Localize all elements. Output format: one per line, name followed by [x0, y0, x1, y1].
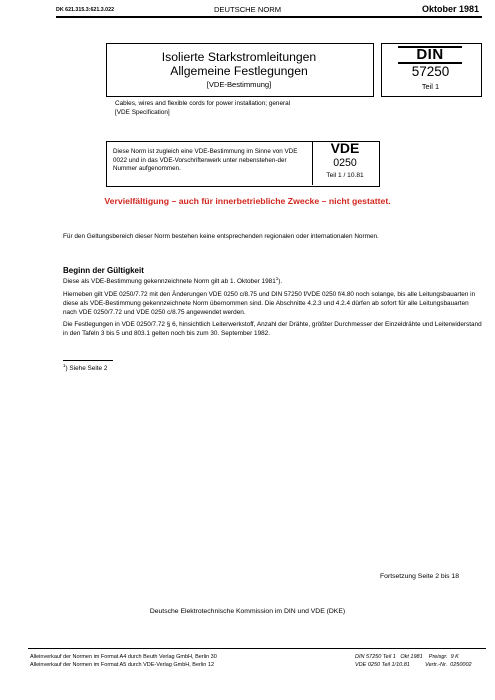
validity-paragraph-2: Hierneben gilt VDE 0250/7.72 mit den Änderungen VDE 0250 c/8.75 und DIN 57250 f/VDE 0250 f/4.80 noch solange, bis alle Leitungsbauarten in diese als VDE-Bestimmung gekennzeichnete Norm übernommen sind. Die Abschnitte 4.2.3 und 4.2.4 dürfen ab sofort für alle Leitungsbauarten nach VDE 0250/7.72 und VDE 0250 c/8.75 angewendet werden.: [63, 291, 476, 316]
issue-date: Oktober 1981: [421, 4, 479, 14]
vde-number: 0250: [333, 157, 357, 169]
dk-classification: DK 621.315.3:621.3.022: [56, 7, 115, 13]
copy-warning: Vervielfältigung – auch für innerbetriebliche Zwecke – nicht gestattet.: [104, 196, 391, 206]
commission-line: Deutsche Elektrotechnische Kommission im DIN und VDE (DKE): [149, 608, 346, 615]
validity-paragraph-3: Die Festlegungen in VDE 0250/7.72 § 6, hinsichtlich Leiterwerkstoff, Anzahl der Drähte, größter Durchmesser der Einzeldrähte und Leiterwiderstand in den Tafeln 3 bis 5 und 803.1 gelten noch bis zum 30. September 1982.: [63, 321, 482, 337]
din-part: Teil 1: [421, 82, 440, 91]
validity-text: Diese als VDE-Bestimmung gekennzeichnete Norm gilt ab 1. Oktober 1981: [63, 278, 276, 285]
document-header: [0, 0, 495, 22]
english-title: Cables, wires and flexible cords for power installation; general: [115, 100, 291, 107]
header-rule: [56, 16, 482, 18]
footnote-text: ) Siehe Seite 2: [65, 365, 108, 372]
vde-part: Teil 1 / 10.81: [326, 172, 364, 179]
footer-sales-a4: Alleinverkauf der Normen im Format A4 durch Beuth Verlag GmbH, Berlin 30: [30, 654, 217, 660]
footer-sales-a5: Alleinverkauf der Normen im Format A5 durch VDE-Verlag GmbH, Berlin 12: [30, 662, 215, 668]
footer-din-ref: DIN 57250 Teil 1 Okt 1981 Preisgr. 9 K: [355, 654, 459, 660]
title-line-1: Isolierte Starkstromleitungen: [161, 50, 317, 64]
english-spec: [VDE Specification]: [115, 109, 170, 116]
vde-label: VDE: [330, 140, 360, 156]
footer-rule: [28, 648, 486, 649]
validity-text-end: ).: [278, 278, 283, 285]
din-logo: DIN: [398, 46, 462, 64]
footer-vde-ref: VDE 0250 Teil 1/10.81 Vertr.-Nr. 0250002: [355, 662, 472, 668]
validity-paragraph-1: [63, 278, 483, 287]
footnote-mark: 1: [63, 363, 66, 368]
footnote: [63, 365, 107, 372]
title-subtitle: [VDE-Bestimmung]: [206, 80, 272, 89]
continuation-note: Fortsetzung Seite 2 bis 18: [380, 573, 459, 580]
footnote-ref[interactable]: 1: [275, 276, 279, 281]
vde-box-text: Diese Norm ist zugleich eine VDE-Bestimmung im Sinne von VDE 0022 und in das VDE-Vorschriftenwerk unter nebenstehen-der Nummer aufgenommen.: [113, 148, 298, 173]
din-number: 57250: [411, 64, 450, 79]
scope-paragraph: Für den Geltungsbereich dieser Norm bestehen keine entsprechenden regionalen oder internationalen Normen.: [63, 233, 379, 240]
footnote-rule: [63, 360, 113, 361]
norm-type: DEUTSCHE NORM: [213, 5, 282, 14]
title-line-2: Allgemeine Festlegungen: [170, 64, 308, 78]
validity-heading: Beginn der Gültigkeit: [63, 266, 144, 275]
